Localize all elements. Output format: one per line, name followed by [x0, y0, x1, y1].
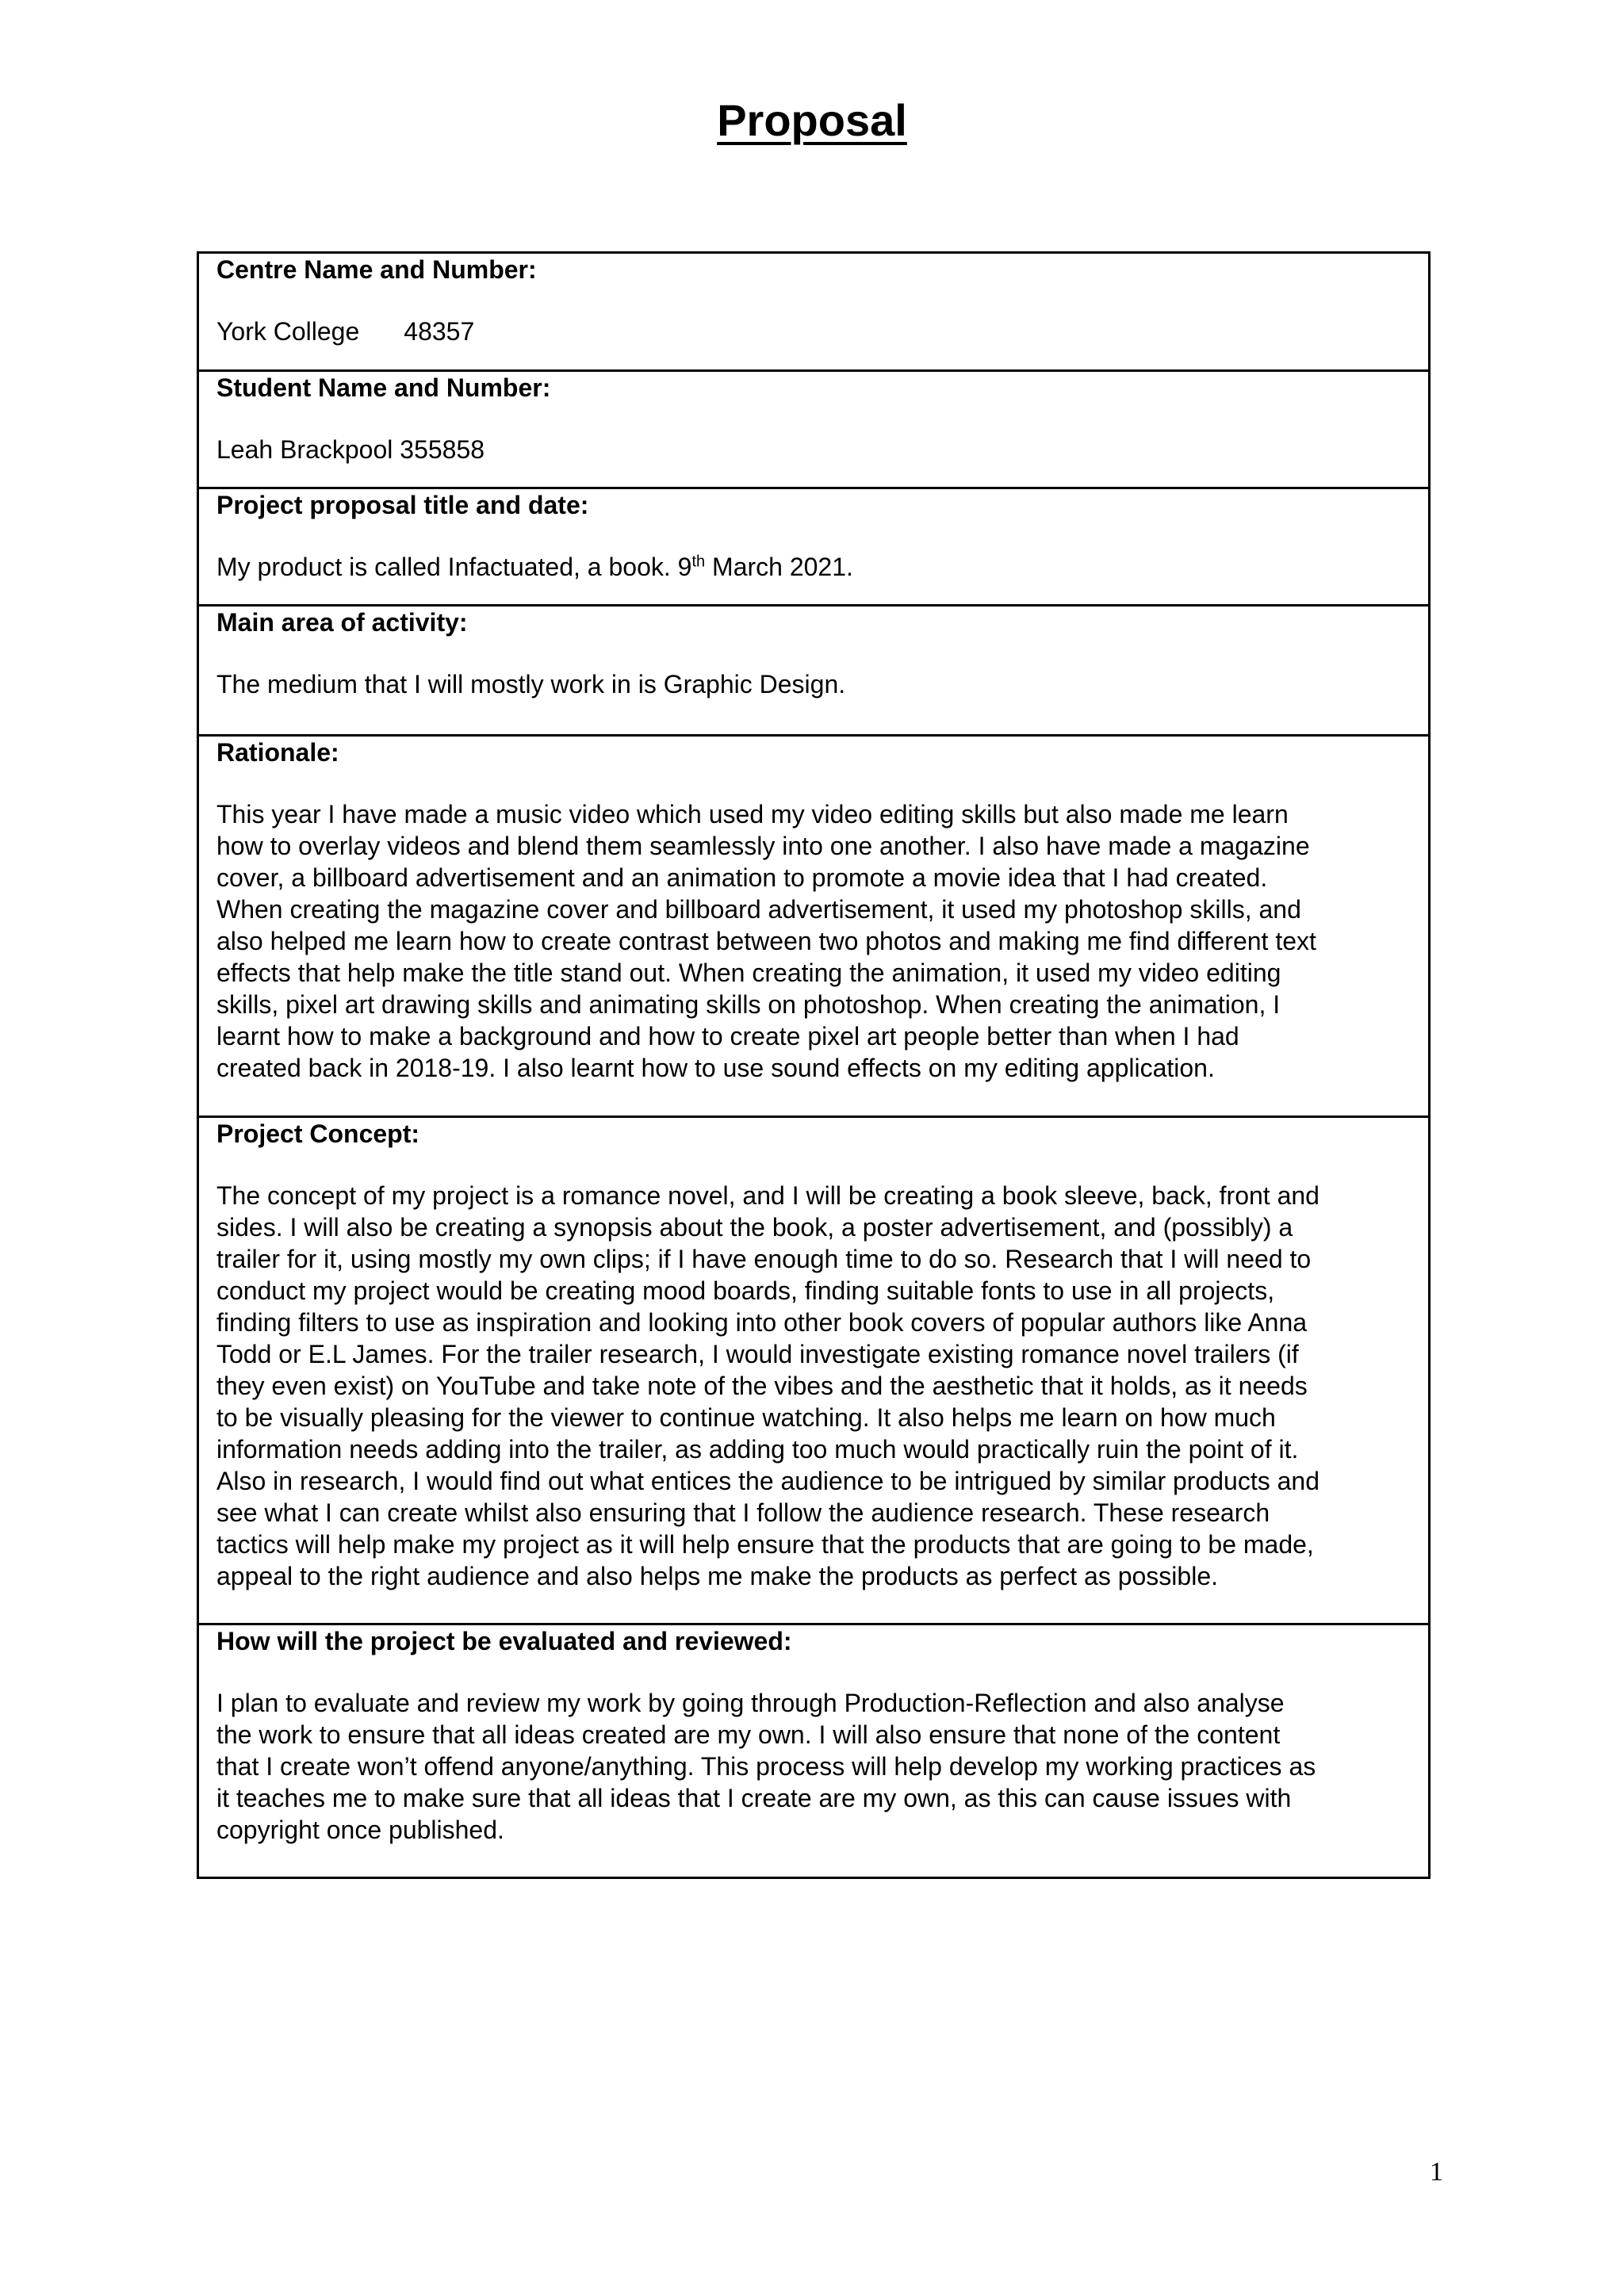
concept-line: conduct my project would be creating mood boards, finding suitable fonts to use in all projects,: [216, 1276, 1275, 1305]
main-area-label: Main area of activity:: [216, 608, 468, 637]
concept-line: finding filters to use as inspiration and looking into other book covers of popular authors like Anna: [216, 1308, 1308, 1337]
concept-line: to be visually pleasing for the viewer to continue watching. It also helps me learn on how much: [216, 1403, 1276, 1432]
concept-line: Also in research, I would find out what entices the audience to be intrigued by similar products and: [216, 1467, 1320, 1495]
concept-line: sides. I will also be creating a synopsis about the book, a poster advertisement, and (possibly) a: [216, 1213, 1293, 1242]
evaluation-row: [199, 1623, 1428, 1877]
evaluation-line: I plan to evaluate and review my work by going through Production-Reflection and also analyse: [216, 1689, 1285, 1717]
concept-line: tactics will help make my project as it will help ensure that the products that are going to be made,: [216, 1530, 1314, 1559]
evaluation-line: it teaches me to make sure that all ideas that I create are my own, as this can cause issues with: [216, 1784, 1292, 1812]
concept-line: they even exist) on YouTube and take note of the vibes and the aesthetic that it holds, as it needs: [216, 1372, 1308, 1400]
evaluation-line: that I create won’t offend anyone/anything. This process will help develop my working practices as: [216, 1752, 1316, 1781]
main-area-value: The medium that I will mostly work in is Graphic Design.: [216, 670, 846, 698]
student-value: Leah Brackpool 355858: [216, 435, 485, 464]
concept-text: [216, 1180, 1408, 1592]
rationale-line: effects that help make the title stand out. When creating the animation, it used my video editing: [216, 959, 1281, 987]
project-title-row: [199, 487, 1428, 604]
evaluation-line: copyright once published.: [216, 1816, 504, 1844]
project-title-value: [216, 551, 1408, 583]
rationale-line: skills, pixel art drawing skills and animating skills on photoshop. When creating the animation, I: [216, 990, 1281, 1019]
centre-label: Centre Name and Number:: [216, 255, 537, 284]
rationale-label: Rationale:: [216, 738, 339, 767]
page-title: Proposal: [717, 95, 907, 145]
concept-line: information needs adding into the trailer, as adding too much would practically ruin the point of it.: [216, 1435, 1299, 1464]
evaluation-text: [216, 1687, 1408, 1846]
rationale-row: [199, 734, 1428, 1115]
concept-row: [199, 1115, 1428, 1623]
centre-value: [216, 316, 1408, 347]
rationale-line: how to overlay videos and blend them seamlessly into one another. I also have made a magazine: [216, 832, 1310, 860]
concept-line: appeal to the right audience and also helps me make the products as perfect as possible.: [216, 1562, 1218, 1590]
rationale-line: created back in 2018-19. I also learnt how to use sound effects on my editing application.: [216, 1054, 1215, 1082]
student-row: [199, 369, 1428, 487]
proposal-form-table: [197, 251, 1431, 1879]
project-title-date: March 2021.: [705, 553, 853, 581]
project-title-label: Project proposal title and date:: [216, 491, 589, 519]
rationale-line: This year I have made a music video which used my video editing skills but also made me learn: [216, 800, 1289, 828]
student-label: Student Name and Number:: [216, 373, 551, 402]
rationale-text: [216, 798, 1408, 1084]
concept-line: The concept of my project is a romance novel, and I will be creating a book sleeve, back, front and: [216, 1181, 1320, 1210]
page-number: 1: [1430, 2157, 1443, 2187]
concept-label: Project Concept:: [216, 1119, 420, 1148]
concept-line: see what I can create whilst also ensuring that I follow the audience research. These research: [216, 1498, 1270, 1527]
main-area-row: [199, 604, 1428, 734]
rationale-line: cover, a billboard advertisement and an animation to promote a movie idea that I had created.: [216, 863, 1268, 892]
rationale-line: learnt how to make a background and how to create pixel art people better than when I had: [216, 1022, 1239, 1050]
rationale-line: also helped me learn how to create contrast between two photos and making me find different text: [216, 927, 1316, 955]
centre-name: York College: [216, 317, 360, 346]
project-title-text: My product is called Infactuated, a book. 9: [216, 553, 692, 581]
concept-line: trailer for it, using mostly my own clips; if I have enough time to do so. Research that I will need to: [216, 1245, 1312, 1273]
centre-number: 48357: [404, 317, 475, 346]
concept-line: Todd or E.L James. For the trailer research, I would investigate existing romance novel trailers (if: [216, 1340, 1299, 1368]
rationale-line: When creating the magazine cover and billboard advertisement, it used my photoshop skills, and: [216, 895, 1301, 924]
evaluation-line: the work to ensure that all ideas created are my own. I will also ensure that none of the content: [216, 1720, 1281, 1749]
centre-row: [199, 254, 1428, 369]
evaluation-label: How will the project be evaluated and reviewed:: [216, 1627, 792, 1655]
date-ordinal-suffix: th: [691, 553, 706, 571]
